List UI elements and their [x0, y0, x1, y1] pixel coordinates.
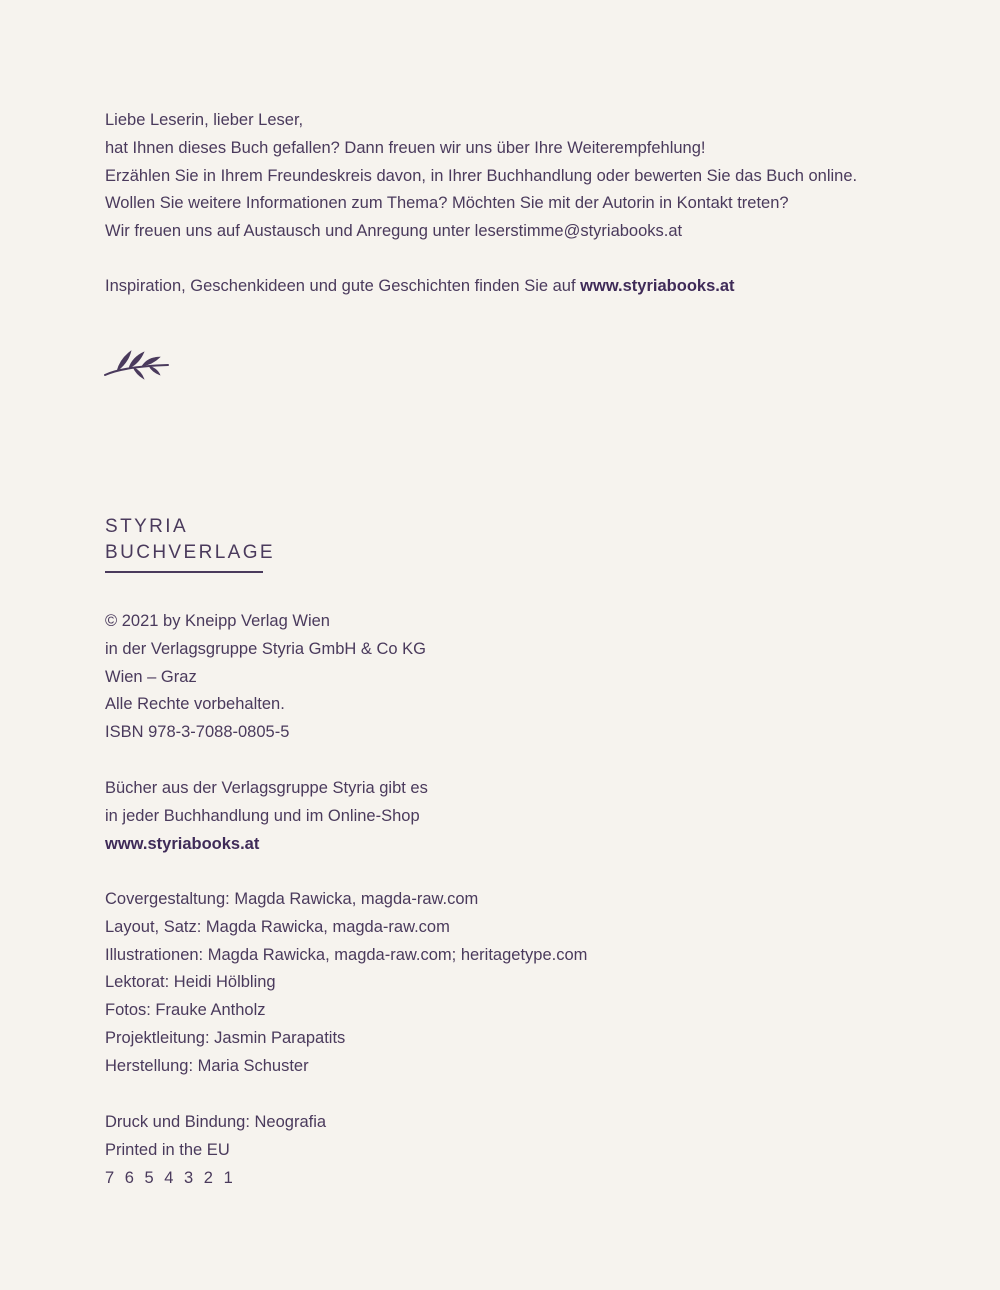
- print-line: Druck und Bindung: Neografia: [105, 1113, 327, 1131]
- credit-line: Covergestaltung: Magda Rawicka, magda-raw.com: [105, 890, 479, 908]
- isbn: ISBN 978-3-7088-0805-5: [105, 723, 290, 742]
- credit-line: Fotos: Frauke Antholz: [105, 1001, 266, 1020]
- credit-line: Herstellung: Maria Schuster: [105, 1056, 309, 1075]
- publisher-logo: [105, 514, 275, 573]
- copyright-line: in der Verlagsgruppe Styria GmbH & Co KG: [105, 639, 426, 658]
- reader-letter: [105, 107, 857, 246]
- letter-line: hat Ihnen dieses Buch gefallen? Dann freuen wir uns über Ihre Weiterempfehlung!: [105, 138, 706, 157]
- logo-line-styria: STYRIA: [105, 516, 189, 537]
- credit-line: Lektorat: Heidi Hölbling: [105, 973, 276, 992]
- logo-line-buchverlage: BUCHVERLAGE: [105, 542, 275, 563]
- credit-line: Layout, Satz: Magda Rawicka, magda-raw.com: [105, 917, 450, 936]
- credit-line: Illustrationen: Magda Rawicka, magda-raw.com; heritagetype.com: [105, 945, 588, 964]
- copyright-line: © 2021 by Kneipp Verlag Wien: [105, 612, 330, 630]
- copyright-line: Wien – Graz: [105, 667, 197, 686]
- letter-line: Wir freuen uns auf Austausch und Anregung unter leserstimme@styriabooks.at: [105, 222, 683, 241]
- shop-line: in jeder Buchhandlung und im Online-Shop: [105, 806, 420, 825]
- shop-website-link[interactable]: www.styriabooks.at: [105, 834, 260, 853]
- print-block: [105, 1109, 326, 1192]
- letter-line: Erzählen Sie in Ihrem Freundeskreis davon, in Ihrer Buchhandlung oder bewerten Sie das Buch online.: [105, 166, 858, 185]
- website-link[interactable]: www.styriabooks.at: [580, 277, 735, 295]
- copyright-line: Alle Rechte vorbehalten.: [105, 695, 285, 714]
- inspiration-text: Inspiration, Geschenkideen und gute Geschichten finden Sie auf: [105, 277, 581, 295]
- printing-number-line: 7 6 5 4 3 2 1: [105, 1168, 236, 1187]
- logo-underline: [105, 571, 263, 573]
- inspiration-note: [105, 273, 735, 301]
- credits-block: [105, 886, 587, 1081]
- leaf-branch-icon: [104, 345, 170, 386]
- print-line: Printed in the EU: [105, 1140, 230, 1159]
- letter-greeting: Liebe Leserin, lieber Leser,: [105, 111, 304, 129]
- letter-line: Wollen Sie weitere Informationen zum Thema? Möchten Sie mit der Autorin in Kontakt treten?: [105, 194, 789, 213]
- shop-block: [105, 775, 428, 858]
- copyright-block: [105, 608, 426, 747]
- shop-line: Bücher aus der Verlagsgruppe Styria gibt es: [105, 779, 428, 797]
- credit-line: Projektleitung: Jasmin Parapatits: [105, 1028, 346, 1047]
